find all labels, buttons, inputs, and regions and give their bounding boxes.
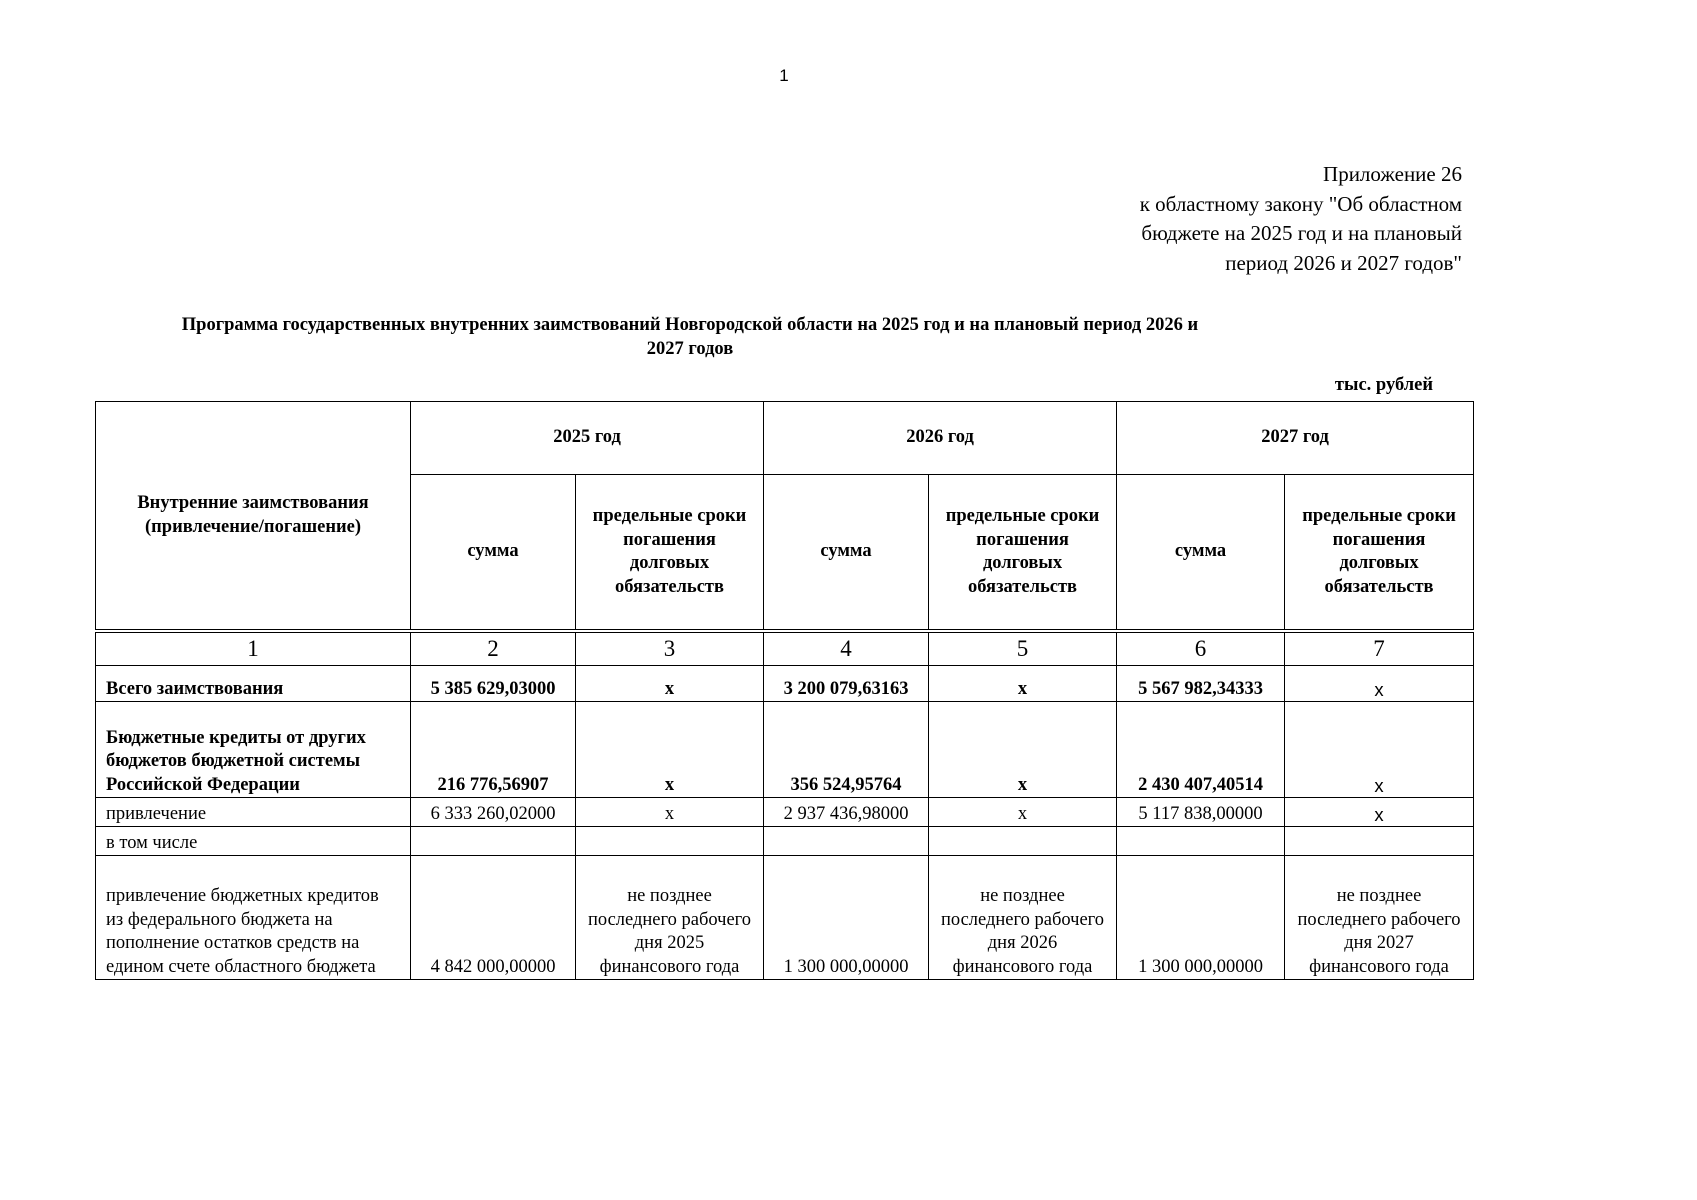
year-header-2027: 2027 год bbox=[1117, 402, 1474, 475]
table-row-federal-credits bbox=[96, 856, 1474, 980]
year-header-2026: 2026 год bbox=[764, 402, 1117, 475]
deadline-cell: x bbox=[1285, 666, 1474, 702]
document-title-line: 2027 годов bbox=[646, 339, 734, 359]
deadline-cell: x bbox=[929, 798, 1117, 827]
deadline-cell: x bbox=[929, 702, 1117, 798]
deadline-cell: x bbox=[1285, 798, 1474, 827]
deadline-cell: x bbox=[576, 798, 764, 827]
appendix-line: к областному закону "Об областном bbox=[1139, 191, 1462, 216]
sum-cell: 216 776,56907 bbox=[411, 702, 576, 798]
deadline-cell: не позднее последнего рабочего дня 2025 финансового года bbox=[576, 856, 764, 980]
document-title bbox=[110, 313, 1270, 361]
sum-cell: 5 567 982,34333 bbox=[1117, 666, 1285, 702]
deadline-cell: не позднее последнего рабочего дня 2027 финансового года bbox=[1285, 856, 1474, 980]
column-number: 1 bbox=[96, 633, 411, 666]
deadline-cell: x bbox=[929, 666, 1117, 702]
table-header bbox=[95, 401, 1474, 630]
sum-cell: 2 937 436,98000 bbox=[764, 798, 929, 827]
table-row-budget-credits bbox=[96, 702, 1474, 798]
sum-cell: 5 385 629,03000 bbox=[411, 666, 576, 702]
deadline-cell bbox=[1285, 827, 1474, 856]
column-number: 5 bbox=[929, 633, 1117, 666]
row-label: Всего заимствования bbox=[96, 666, 411, 702]
deadline-cell: x bbox=[576, 702, 764, 798]
sum-cell: 1 300 000,00000 bbox=[1117, 856, 1285, 980]
sum-cell bbox=[764, 827, 929, 856]
sum-cell: 4 842 000,00000 bbox=[411, 856, 576, 980]
column-number: 4 bbox=[764, 633, 929, 666]
row-label: в том числе bbox=[96, 827, 411, 856]
column-number-row bbox=[96, 633, 1474, 666]
appendix-line: бюджете на 2025 год и на плановый bbox=[1141, 221, 1462, 245]
deadline-cell: x bbox=[576, 666, 764, 702]
row-label-header-text: Внутренние заимствования (привлечение/погашение) bbox=[137, 493, 369, 537]
sum-cell: 1 300 000,00000 bbox=[764, 856, 929, 980]
sum-cell: 2 430 407,40514 bbox=[1117, 702, 1285, 798]
sum-cell bbox=[411, 827, 576, 856]
deadline-cell bbox=[929, 827, 1117, 856]
document-title-line: Программа государственных внутренних заимствований Новгородской области на 2025 год и на плановый период 2026 и bbox=[181, 315, 1199, 335]
table-row-total bbox=[96, 666, 1474, 702]
column-number: 6 bbox=[1117, 633, 1285, 666]
deadline-header-2025: предельные сроки погашения долговых обязательств bbox=[576, 475, 764, 630]
appendix-reference bbox=[1140, 160, 1462, 278]
column-number: 2 bbox=[411, 633, 576, 666]
column-number: 7 bbox=[1285, 633, 1474, 666]
row-label-header bbox=[96, 402, 411, 630]
column-number: 3 bbox=[576, 633, 764, 666]
page-number: 1 bbox=[779, 66, 789, 85]
row-label: Бюджетные кредиты от других бюджетов бюджетной системы Российской Федерации bbox=[96, 702, 411, 798]
row-label: привлечение bbox=[96, 798, 411, 827]
deadline-header-2027: предельные сроки погашения долговых обязательств bbox=[1285, 475, 1474, 630]
sum-cell: 6 333 260,02000 bbox=[411, 798, 576, 827]
deadline-header-2026: предельные сроки погашения долговых обязательств bbox=[929, 475, 1117, 630]
units-label: тыс. рублей bbox=[1334, 375, 1433, 395]
row-label: привлечение бюджетных кредитов из федерального бюджета на пополнение остатков средств на едином счете областного бюджета bbox=[96, 856, 411, 980]
year-header-2025: 2025 год bbox=[411, 402, 764, 475]
sum-cell: 356 524,95764 bbox=[764, 702, 929, 798]
deadline-cell bbox=[576, 827, 764, 856]
table-row-including bbox=[96, 827, 1474, 856]
table-row-attraction bbox=[96, 798, 1474, 827]
sum-cell bbox=[1117, 827, 1285, 856]
sum-cell: 3 200 079,63163 bbox=[764, 666, 929, 702]
borrowings-table bbox=[95, 632, 1474, 980]
sum-header-2025: сумма bbox=[411, 475, 576, 630]
sum-cell: 5 117 838,00000 bbox=[1117, 798, 1285, 827]
deadline-cell: не позднее последнего рабочего дня 2026 финансового года bbox=[929, 856, 1117, 980]
appendix-line: Приложение 26 bbox=[1323, 162, 1462, 186]
sum-header-2026: сумма bbox=[764, 475, 929, 630]
sum-header-2027: сумма bbox=[1117, 475, 1285, 630]
deadline-cell: x bbox=[1285, 702, 1474, 798]
appendix-line: период 2026 и 2027 годов" bbox=[1225, 250, 1462, 275]
